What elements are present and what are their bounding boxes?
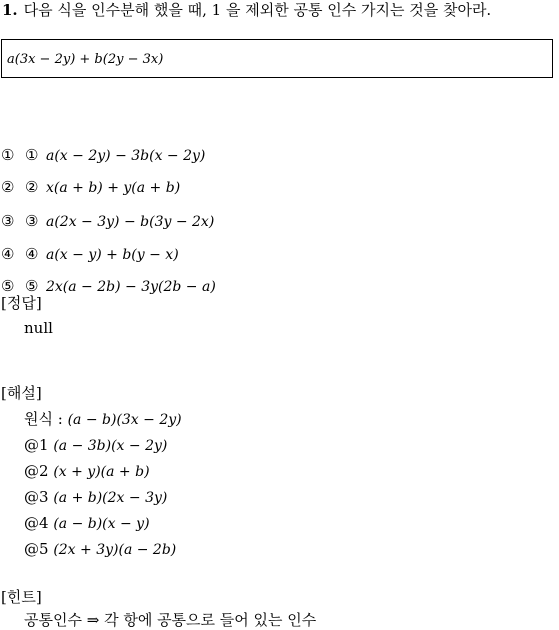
- choice-2-inner-mark: ②: [25, 178, 39, 196]
- choice-5-expression: 2x(a − 2b) − 3y(2b − a): [46, 279, 216, 295]
- expression-box: [1, 39, 553, 78]
- choice-4-expression: a(x − y) + b(y − x): [46, 247, 179, 263]
- expression-text: a(3x − 2y) + b(2y − 3x): [7, 52, 164, 67]
- explanation-line-4: [24, 487, 167, 508]
- explanation-line-5-expression: (a − b)(x − y): [53, 516, 150, 532]
- choice-2[interactable]: [1, 176, 180, 198]
- explanation-line-4-expression: (a + b)(2x − 3y): [53, 490, 168, 506]
- question-number: 1.: [2, 1, 18, 19]
- choice-3-mark: ③: [1, 212, 15, 230]
- explanation-line-6: [24, 539, 176, 560]
- choice-4-mark: ④: [1, 245, 15, 263]
- answer-header: [정답]: [1, 294, 42, 312]
- question-line: [2, 0, 491, 20]
- explanation-line-1-expression: (a − b)(3x − 2y): [67, 412, 182, 428]
- explanation-line-6-label: @5: [24, 540, 54, 558]
- hint-header: [힌트]: [1, 588, 42, 606]
- explanation-line-2-expression: (a − 3b)(x − 2y): [53, 438, 168, 454]
- choice-4[interactable]: [1, 243, 179, 265]
- choice-1-inner-mark: ①: [25, 146, 39, 164]
- choice-5-inner-mark: ⑤: [25, 277, 39, 295]
- explanation-line-3: [24, 461, 150, 482]
- explanation-line-6-expression: (2x + 3y)(a − 2b): [53, 542, 177, 558]
- explanation-line-5-label: @4: [24, 514, 54, 532]
- choice-1[interactable]: [1, 144, 205, 166]
- question-text: 다음 식을 인수분해 했을 때, 1 을 제외한 공통 인수 가지는 것을 찾아라.: [23, 1, 492, 19]
- explanation-line-3-label: @2: [24, 462, 54, 480]
- choice-3-inner-mark: ③: [25, 212, 39, 230]
- choice-1-mark: ①: [1, 146, 15, 164]
- choice-3-expression: a(2x − 3y) − b(3y − 2x): [46, 214, 215, 230]
- explanation-line-2: [24, 435, 167, 456]
- explanation-line-4-label: @3: [24, 488, 54, 506]
- choice-1-expression: a(x − 2y) − 3b(x − 2y): [46, 148, 206, 164]
- choice-5-mark: ⑤: [1, 277, 15, 295]
- explanation-line-2-label: @1: [24, 436, 54, 454]
- explanation-header: [해설]: [1, 384, 42, 402]
- explanation-line-3-expression: (x + y)(a + b): [53, 464, 150, 480]
- explanation-line-1-label: 원식 :: [24, 410, 68, 428]
- choice-2-mark: ②: [1, 178, 15, 196]
- choice-4-inner-mark: ④: [25, 245, 39, 263]
- choice-2-expression: x(a + b) + y(a + b): [46, 180, 181, 196]
- explanation-line-1: [24, 409, 182, 430]
- explanation-line-5: [24, 513, 150, 534]
- hint-text: 공통인수 ⇒ 각 항에 공통으로 들어 있는 인수: [24, 611, 317, 629]
- answer-value: null: [24, 319, 53, 337]
- choice-3[interactable]: [1, 210, 214, 232]
